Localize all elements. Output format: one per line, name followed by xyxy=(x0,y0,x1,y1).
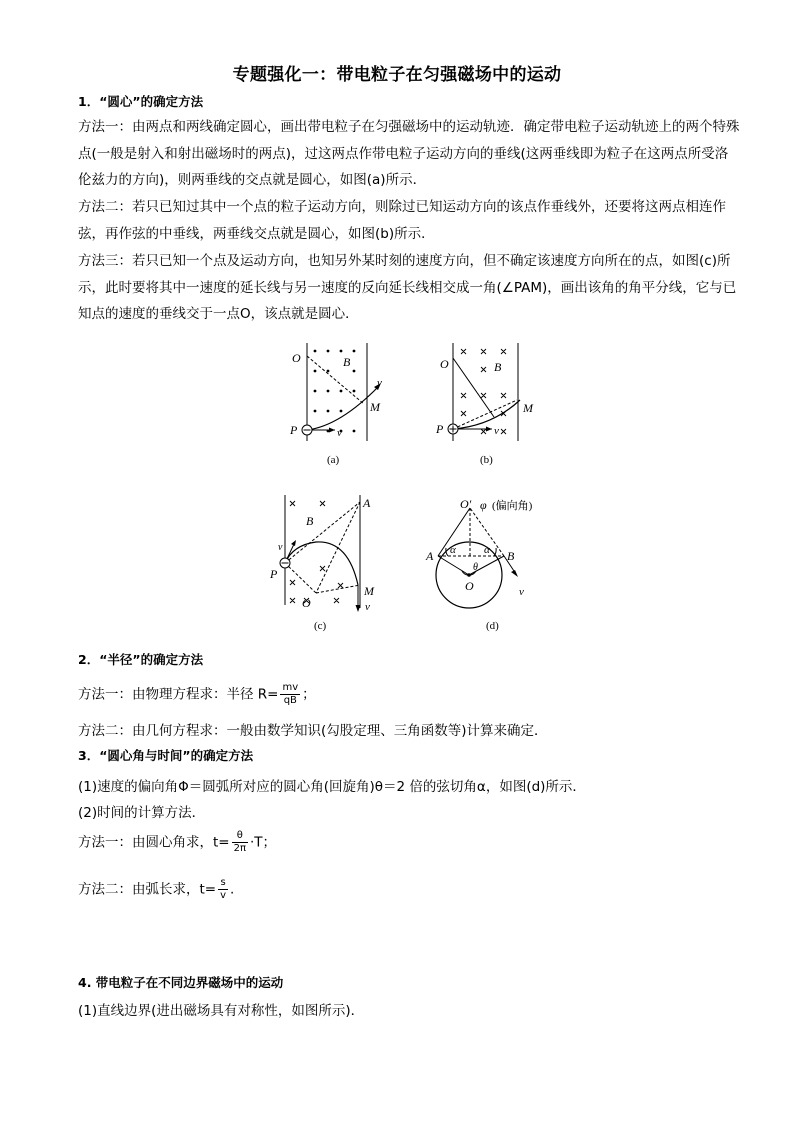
fig-c-label-O: O xyxy=(302,596,311,610)
section2-method1-suffix: ； xyxy=(302,686,316,703)
fig-a-label-O: O xyxy=(292,351,301,365)
fig-c-label-B: B xyxy=(306,514,314,528)
fig-d-label-v: v xyxy=(519,586,524,598)
section2-method1 xyxy=(78,682,316,707)
fig-a-caption: (a) xyxy=(327,454,340,466)
fig-c-label-P: P xyxy=(270,567,278,581)
time-arc-fraction xyxy=(218,877,228,902)
section3-method2-text: 方法二：由弧长求，t= xyxy=(78,881,217,898)
section1-method1: 方法一：由两点和两线确定圆心，画出带电粒子在匀强磁场中的运动轨迹．确定带电粒子运动轨迹上的两个特殊点(一般是射入和射出磁场时的两点)，过这两点作带电粒子运动方向的垂线(这两垂线即为粒子在这两点所受洛伦兹力的方向)，则两垂线的交点就是圆心，如图(a)所示． xyxy=(78,119,740,188)
section3-method2-suffix: . xyxy=(230,881,235,898)
fig-c-label-v-end: v xyxy=(365,601,370,613)
fig-d-label-phi: φ xyxy=(480,498,487,512)
section3-method2 xyxy=(78,877,234,902)
section3-method1-text: 方法一：由圆心角求，t= xyxy=(78,834,230,851)
fig-d-label-alpha-right: α xyxy=(484,544,490,556)
fig-c-label-A: A xyxy=(363,496,371,510)
fig-b-label-O: O xyxy=(440,357,449,371)
section4-heading: 4. 带电粒子在不同边界磁场中的运动 xyxy=(78,975,284,990)
fig-a-label-v-end: v xyxy=(377,377,382,389)
figure-c xyxy=(268,490,383,635)
radius-fraction xyxy=(280,682,300,707)
section3-item2: (2)时间的计算方法． xyxy=(78,805,206,821)
section1-method3: 方法三：若只已知一个点及运动方向，也知另外某时刻的速度方向，但不确定该速度方向所在的点，如图(c)所示，此时要将其中一速度的延长线与另一速度的反向延长线相交成一角(∠PAM)，画出该角的角平分线，它与已知点的速度的垂线交于一点O，该点就是圆心． xyxy=(78,253,737,322)
fig-b-label-M: M xyxy=(523,401,533,415)
fig-a-label-v-start: v xyxy=(337,427,342,439)
time-arc-numerator: s xyxy=(218,877,228,890)
fig-d-label-Oprime: O′ xyxy=(460,497,472,511)
figure-a xyxy=(285,338,395,466)
fig-d-label-theta: θ xyxy=(473,562,478,573)
fig-d-label-alpha-left: α xyxy=(450,544,456,556)
fig-d-note: (偏向角) xyxy=(492,500,533,512)
radius-numerator: mv xyxy=(282,682,299,693)
fig-d-label-O: O xyxy=(465,579,474,593)
fig-b-label-v: v xyxy=(494,425,499,437)
fig-b-label-P: P xyxy=(436,422,444,436)
fig-a-label-M: M xyxy=(370,400,380,414)
fig-a-label-P: P xyxy=(290,423,298,437)
fig-c-caption: (c) xyxy=(314,620,327,632)
fig-b-label-B: B xyxy=(494,360,502,374)
fig-c-label-M: M xyxy=(364,584,374,598)
figure-b xyxy=(430,338,540,466)
section2-method2: 方法二：由几何方程求：一般由数学知识(勾股定理、三角函数等)计算来确定． xyxy=(78,723,548,739)
figure-d xyxy=(420,490,570,635)
fig-b-caption: (b) xyxy=(480,454,493,466)
time-angle-numerator: θ xyxy=(232,830,248,843)
time-arc-denominator: v xyxy=(220,890,227,901)
section3-heading: 3．“圆心角与时间”的确定方法 xyxy=(78,748,254,763)
section2-method1-text: 方法一：由物理方程求：半径 R= xyxy=(78,686,279,703)
section1-heading: 1．“圆心”的确定方法 xyxy=(78,94,204,109)
fig-d-caption: (d) xyxy=(486,620,499,632)
fig-d-label-B: B xyxy=(507,549,515,563)
time-angle-denominator: 2π xyxy=(233,843,246,854)
section4-item1: (1)直线边界(进出磁场具有对称性，如图所示)． xyxy=(78,1003,365,1019)
fig-a-label-B: B xyxy=(343,355,351,369)
fig-c-label-v-start: v xyxy=(278,542,283,553)
page-title: 专题强化一：带电粒子在匀强磁场中的运动 xyxy=(232,65,562,85)
radius-denominator: qB xyxy=(283,695,297,706)
section1-method2: 方法二：若只已知过其中一个点的粒子运动方向，则除过已知运动方向的该点作垂线外，还要将这两点相连作弦，再作弦的中垂线，两垂线交点就是圆心，如图(b)所示． xyxy=(78,199,726,242)
time-angle-fraction xyxy=(232,830,248,855)
section3-method1-suffix: ·T； xyxy=(250,834,277,851)
section3-item1: (1)速度的偏向角Φ＝圆弧所对应的圆心角(回旋角)θ＝2 倍的弦切角α，如图(d)所示． xyxy=(78,779,586,795)
section2-heading: 2．“半径”的确定方法 xyxy=(78,652,204,667)
fig-d-label-A: A xyxy=(426,549,434,563)
section3-method1 xyxy=(78,830,276,855)
